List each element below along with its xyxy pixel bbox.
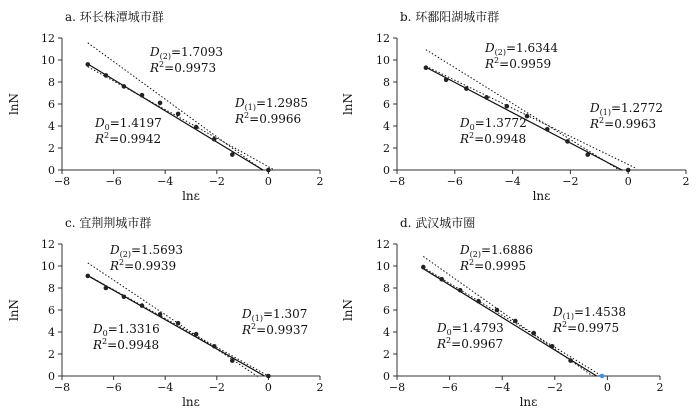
x-tick-label: −8 — [53, 175, 71, 188]
y-tick-label: 8 — [48, 282, 55, 295]
panel-title: b. 环鄱阳湖城市群 — [400, 10, 500, 24]
data-point — [626, 168, 631, 173]
fit-dimension-label: $D_0=1.4793$ — [437, 321, 504, 337]
fit-r2-label: $R^2=0.9967$ — [437, 336, 504, 351]
x-tick-label: −2 — [562, 175, 579, 188]
fit-dimension-label: $D_{(2)}=1.6886$ — [460, 243, 534, 259]
data-point — [194, 332, 199, 337]
x-tick-label: −4 — [504, 175, 521, 188]
data-point — [104, 286, 109, 291]
data-point — [176, 321, 181, 326]
y-tick-label: 8 — [383, 282, 390, 295]
y-tick-label: 0 — [48, 164, 55, 177]
chart-panel-2 — [341, 9, 690, 203]
y-tick-label: 2 — [48, 348, 55, 361]
fit-r2-label: $R^2=0.9948$ — [460, 131, 527, 146]
fit-r2-label: $R^2=0.9942$ — [95, 131, 162, 146]
x-tick-label: 2 — [682, 175, 690, 188]
y-tick-label: 10 — [41, 260, 55, 273]
data-point — [495, 308, 500, 313]
y-axis-label: lnN — [7, 298, 21, 322]
data-point — [176, 112, 181, 117]
y-tick-label: 4 — [383, 326, 390, 339]
data-point — [424, 65, 429, 70]
fit-dimension-label: $D_0=1.3316$ — [93, 322, 160, 338]
y-tick-label: 0 — [383, 370, 390, 383]
y-tick-label: 2 — [383, 142, 390, 155]
x-axis-label: lnε — [182, 189, 200, 203]
data-point — [421, 265, 426, 270]
data-point — [266, 168, 271, 173]
x-axis-label: lnε — [519, 395, 538, 409]
x-tick-label: 0 — [264, 175, 272, 188]
data-point — [122, 295, 127, 300]
data-point — [458, 288, 463, 293]
data-point — [505, 104, 510, 109]
fit-r2-label: $R^2=0.9975$ — [553, 320, 620, 335]
data-point — [158, 101, 163, 106]
fit-dimension-label: $D_{(1)}=1.2985$ — [235, 96, 309, 112]
x-tick-label: 2 — [656, 381, 664, 394]
x-tick-label: 0 — [603, 381, 611, 394]
fit-dimension-label: $D_0=1.4197$ — [95, 116, 162, 132]
data-point — [568, 358, 573, 363]
y-tick-label: 8 — [383, 76, 390, 89]
data-point — [444, 78, 449, 83]
x-tick-label: −4 — [494, 381, 511, 394]
y-tick-label: 6 — [383, 304, 390, 317]
x-tick-label: −6 — [105, 175, 122, 188]
y-tick-label: 12 — [41, 32, 55, 45]
data-point — [212, 344, 217, 349]
fit-dimension-label: $D_{(1)}=1.2772$ — [590, 101, 664, 117]
y-tick-label: 12 — [41, 238, 55, 251]
data-point — [158, 312, 163, 317]
data-point — [104, 73, 109, 78]
y-axis-label: lnN — [7, 92, 21, 116]
data-point — [484, 95, 489, 100]
x-tick-label: 2 — [316, 381, 324, 394]
x-tick-label: −8 — [388, 381, 406, 394]
fit-r2-label: $R^2=0.9937$ — [242, 322, 309, 337]
fit-dimension-label: $D_{(1)}=1.307$ — [242, 307, 308, 323]
x-tick-label: 2 — [316, 175, 324, 188]
x-tick-label: 0 — [624, 175, 632, 188]
x-axis-label: lnε — [532, 189, 551, 203]
panel-title: c. 宜荆荆城市群 — [65, 216, 152, 230]
data-point — [464, 86, 469, 91]
y-tick-label: 2 — [48, 142, 55, 155]
fit-r2-label: $R^2=0.9939$ — [110, 258, 177, 273]
x-tick-label: −8 — [53, 381, 71, 394]
fit-dimension-label: $D_{(2)}=1.5693$ — [110, 243, 184, 259]
y-tick-label: 6 — [48, 98, 55, 111]
fit-r2-label: $R^2=0.9973$ — [150, 60, 217, 75]
panel-title: d. 武汉城市圈 — [400, 216, 476, 230]
y-tick-label: 4 — [383, 120, 390, 133]
fit-r2-label: $R^2=0.9959$ — [485, 56, 552, 71]
chart-panel-1 — [7, 9, 324, 203]
chart-panel-4 — [341, 215, 664, 409]
y-tick-label: 4 — [48, 120, 55, 133]
y-tick-label: 6 — [48, 304, 55, 317]
x-tick-label: −6 — [441, 381, 458, 394]
data-point — [565, 139, 570, 144]
y-tick-label: 0 — [48, 370, 55, 383]
data-point — [266, 374, 271, 379]
fit-dimension-label: $D_{(2)}=1.6344$ — [485, 41, 559, 57]
y-tick-label: 10 — [376, 260, 390, 273]
chart-panel-3 — [7, 216, 324, 409]
y-tick-label: 10 — [41, 54, 55, 67]
fit-r2-label: $R^2=0.9963$ — [590, 116, 657, 131]
data-point — [545, 127, 550, 132]
x-tick-label: −8 — [388, 175, 406, 188]
data-point — [600, 374, 605, 379]
data-point — [531, 331, 536, 336]
data-point — [230, 152, 235, 157]
data-point — [550, 344, 555, 349]
y-tick-label: 2 — [383, 348, 390, 361]
data-point — [86, 274, 91, 279]
data-point — [476, 299, 481, 304]
y-tick-label: 12 — [376, 238, 390, 251]
data-point — [122, 84, 127, 89]
x-tick-label: −2 — [546, 381, 563, 394]
data-point — [212, 137, 217, 142]
data-point — [140, 303, 145, 308]
y-tick-label: 4 — [48, 326, 55, 339]
data-point — [585, 152, 590, 157]
x-tick-label: −2 — [208, 381, 225, 394]
x-tick-label: −2 — [208, 175, 225, 188]
fit-dimension-label: $D_0=1.3772$ — [460, 116, 527, 132]
y-axis-label: lnN — [341, 298, 355, 322]
y-axis-label: lnN — [341, 92, 355, 116]
x-tick-label: −4 — [157, 381, 174, 394]
x-tick-label: 0 — [264, 381, 272, 394]
y-tick-label: 0 — [383, 164, 390, 177]
data-point — [140, 93, 145, 98]
y-tick-label: 10 — [376, 54, 390, 67]
data-point — [230, 358, 235, 363]
fit-dimension-label: $D_{(1)}=1.4538$ — [553, 305, 627, 321]
fit-r2-label: $R^2=0.9948$ — [93, 337, 160, 352]
y-tick-label: 6 — [383, 98, 390, 111]
x-tick-label: −4 — [157, 175, 174, 188]
data-point — [194, 125, 199, 130]
data-point — [513, 319, 518, 324]
data-point — [439, 277, 444, 282]
fit-r2-label: $R^2=0.9995$ — [460, 258, 527, 273]
data-point — [86, 62, 91, 67]
x-axis-label: lnε — [182, 395, 200, 409]
y-tick-label: 8 — [48, 76, 55, 89]
panel-title: a. 环长株潭城市群 — [65, 10, 164, 24]
x-tick-label: −6 — [105, 381, 122, 394]
fit-dimension-label: $D_{(2)}=1.7093$ — [150, 45, 224, 61]
x-tick-label: −6 — [446, 175, 463, 188]
fit-r2-label: $R^2=0.9966$ — [235, 111, 302, 126]
y-tick-label: 12 — [376, 32, 390, 45]
